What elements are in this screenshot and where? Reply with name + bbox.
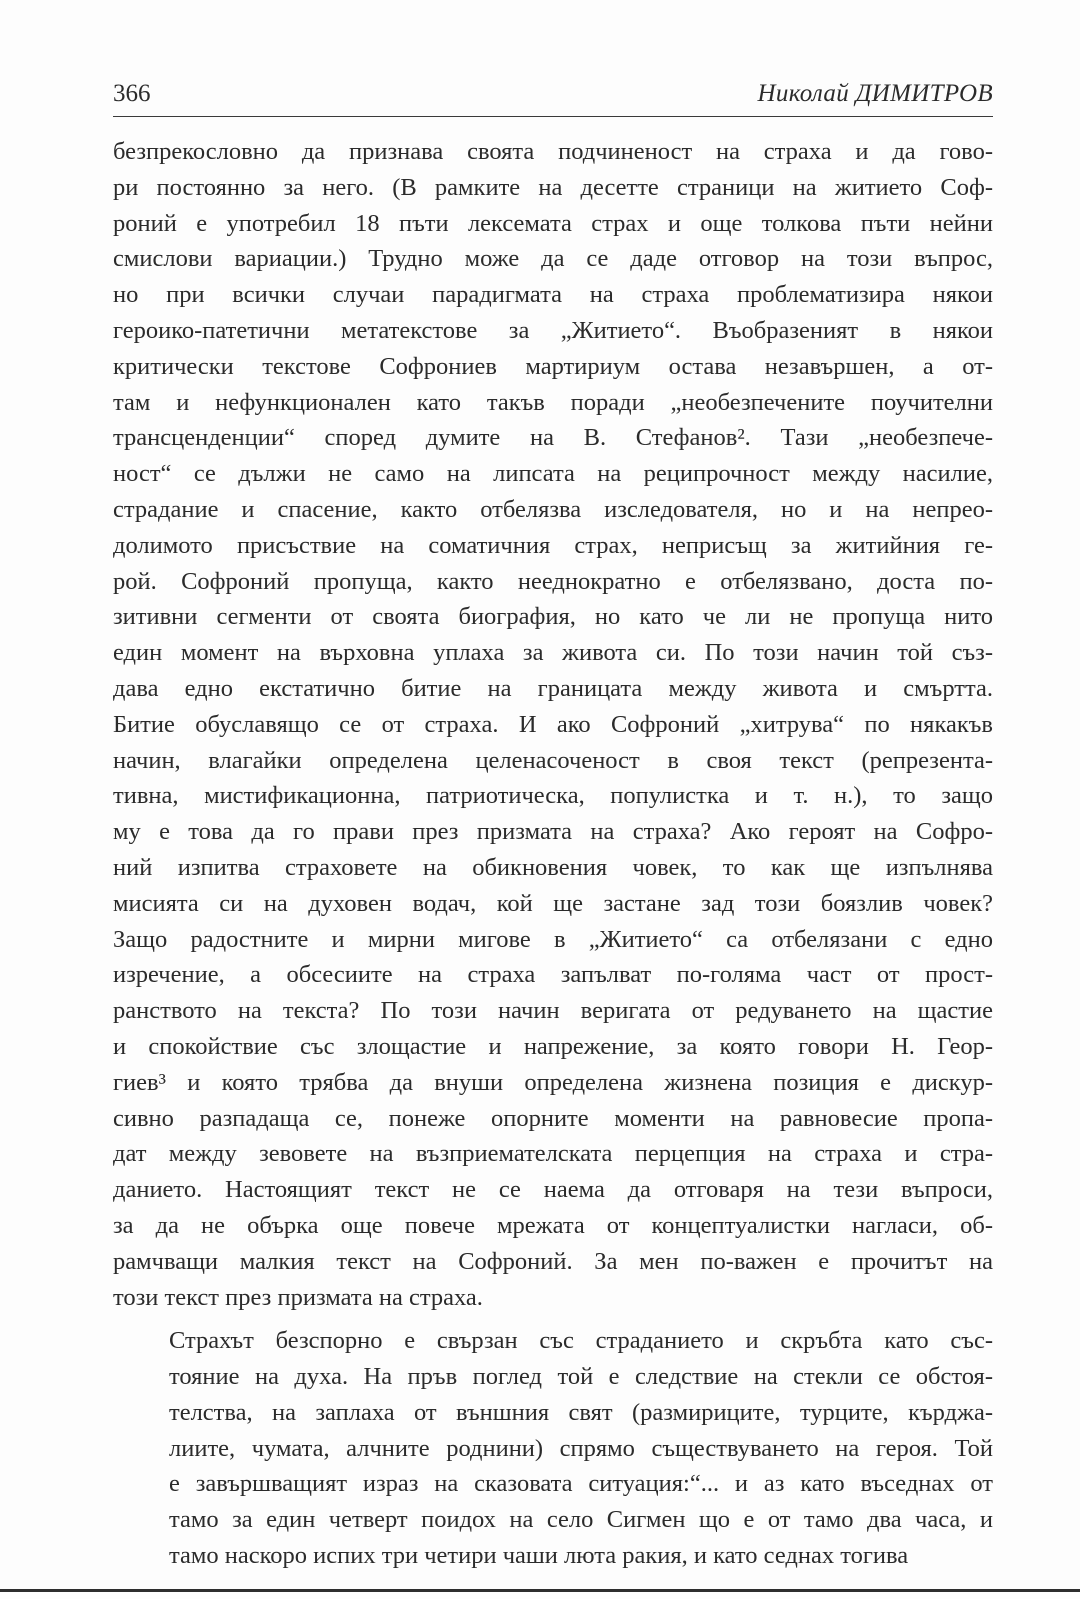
text-line: начин, влагайки определена целенасоченост в своя текст (репрезента- <box>113 746 993 774</box>
text-line: лиите, чумата, алчните роднини) спрямо съществуването на героя. Той <box>169 1434 993 1462</box>
text-line: тамо наскоро испих три четири чаши люта ракия, и като седнах тогива <box>169 1542 909 1570</box>
text-line: смислови вариации.) Трудно може да се даде отговор на този въпрос, <box>113 245 993 273</box>
text-line: един момент на върховна уплаха за живота си. По този начин той съз- <box>113 639 993 667</box>
text-line: гиев³ и която трябва да внуши определена жизнена позиция е дискур- <box>113 1068 993 1096</box>
text-line: героико-патетични метатекстове за „Житието“. Въобразеният в някои <box>113 316 993 344</box>
text-line: тояние на духа. На пръв поглед той е следствие на стекли се обстоя- <box>169 1363 993 1391</box>
text-line: рамчващи малкия текст на Софроний. За мен по-важен е прочитът на <box>113 1247 993 1275</box>
text-line: Страхът безспорно е свързан със страданието и скръбта като със- <box>169 1327 993 1355</box>
text-line: Битие обуславящо се от страха. И ако Софроний „хитрува“ по някакъв <box>113 710 993 738</box>
text-line: трансценденции“ според думите на В. Стефанов². Тази „необезпече- <box>113 424 993 452</box>
text-line: зитивни сегменти от своята биография, но като че ли не пропуща нито <box>113 603 993 631</box>
text-line: Защо радостните и мирни мигове в „Житието“ са отбелязани с едно <box>113 925 993 953</box>
text-line: рой. Софроний пропуща, както нееднократно е отбелязвано, доста по- <box>113 567 993 595</box>
text-line: и спокойствие със злощастие и напрежение, за която говори Н. Геор- <box>113 1032 993 1060</box>
text-line: критически текстове Софрониев мартириум остава незавършен, а от- <box>113 352 993 380</box>
paragraph-gap <box>113 1315 993 1323</box>
text-line: ний изпитва страховете на обикновения човек, то как ще изпълнява <box>113 853 993 881</box>
text-line: роний е употребил 18 пъти лексемата страх и още толкова пъти нейни <box>113 209 993 237</box>
body-text <box>113 134 993 1574</box>
running-head-author: Николай ДИМИТРОВ <box>757 80 993 107</box>
text-line: сивно разпадаща се, понеже опорните моменти на равновесие пропа- <box>113 1104 993 1132</box>
text-line: данието. Настоящият текст не се наема да отговаря на тези въпроси, <box>113 1176 993 1204</box>
text-line: изречение, а обсесиите на страха запълват по-голяма част от прост- <box>113 961 993 989</box>
text-line: но при всички случаи парадигмата на страха проблематизира някои <box>113 281 993 309</box>
text-line: долимото присъствие на соматичния страх, неприсъщ за житийния ге- <box>113 531 993 559</box>
text-line: дат между зевовете на възприемателската перцепция на страха и стра- <box>113 1140 993 1168</box>
text-line: мисията си на духовен водач, кой ще застане зад този боязлив човек? <box>113 889 993 917</box>
text-line: тивна, мистификационна, патриотическа, популистка и т. н.), то защо <box>113 782 993 810</box>
text-line: безпрекословно да признава своята подчиненост на страха и да гово- <box>113 138 993 165</box>
text-line: там и нефункционален като такъв поради „необезпечените поучителни <box>113 388 993 416</box>
text-line: този текст през призмата на страха. <box>113 1283 483 1311</box>
text-line: за да не обърка още повече мрежата от концептуалистки нагласи, об- <box>113 1211 993 1239</box>
text-line: му е това да го прави през призмата на страха? Ако героят на Софро- <box>113 818 993 846</box>
text-line: страдание и спасение, както отбелязва изследователя, но и на непрео- <box>113 495 993 523</box>
page-header <box>113 76 993 117</box>
scan-bottom-edge <box>0 1589 1080 1592</box>
text-line: телства, на заплаха от външния свят (размириците, турците, кърджа- <box>169 1398 993 1426</box>
paragraph-2 <box>113 1323 993 1574</box>
text-line: ри постоянно за него. (В рамките на десетте страници на житието Соф- <box>113 173 993 201</box>
page-number: 366 <box>113 80 151 107</box>
text-line: ранството на текста? По този начин веригата от редуването на щастие <box>113 997 993 1025</box>
text-line: е завършващият израз на сказовата ситуация:“... и аз като въседнах от <box>169 1470 993 1498</box>
paragraph-1 <box>113 134 993 1315</box>
text-line: дава едно екстатично битие на границата между живота и смъртта. <box>113 674 993 702</box>
text-line: тамо за един четверт поидох на село Сигмен що е от тамо два часа, и <box>169 1506 993 1534</box>
text-line: ност“ се дължи не само на липсата на реципрочност между насилие, <box>113 460 993 488</box>
